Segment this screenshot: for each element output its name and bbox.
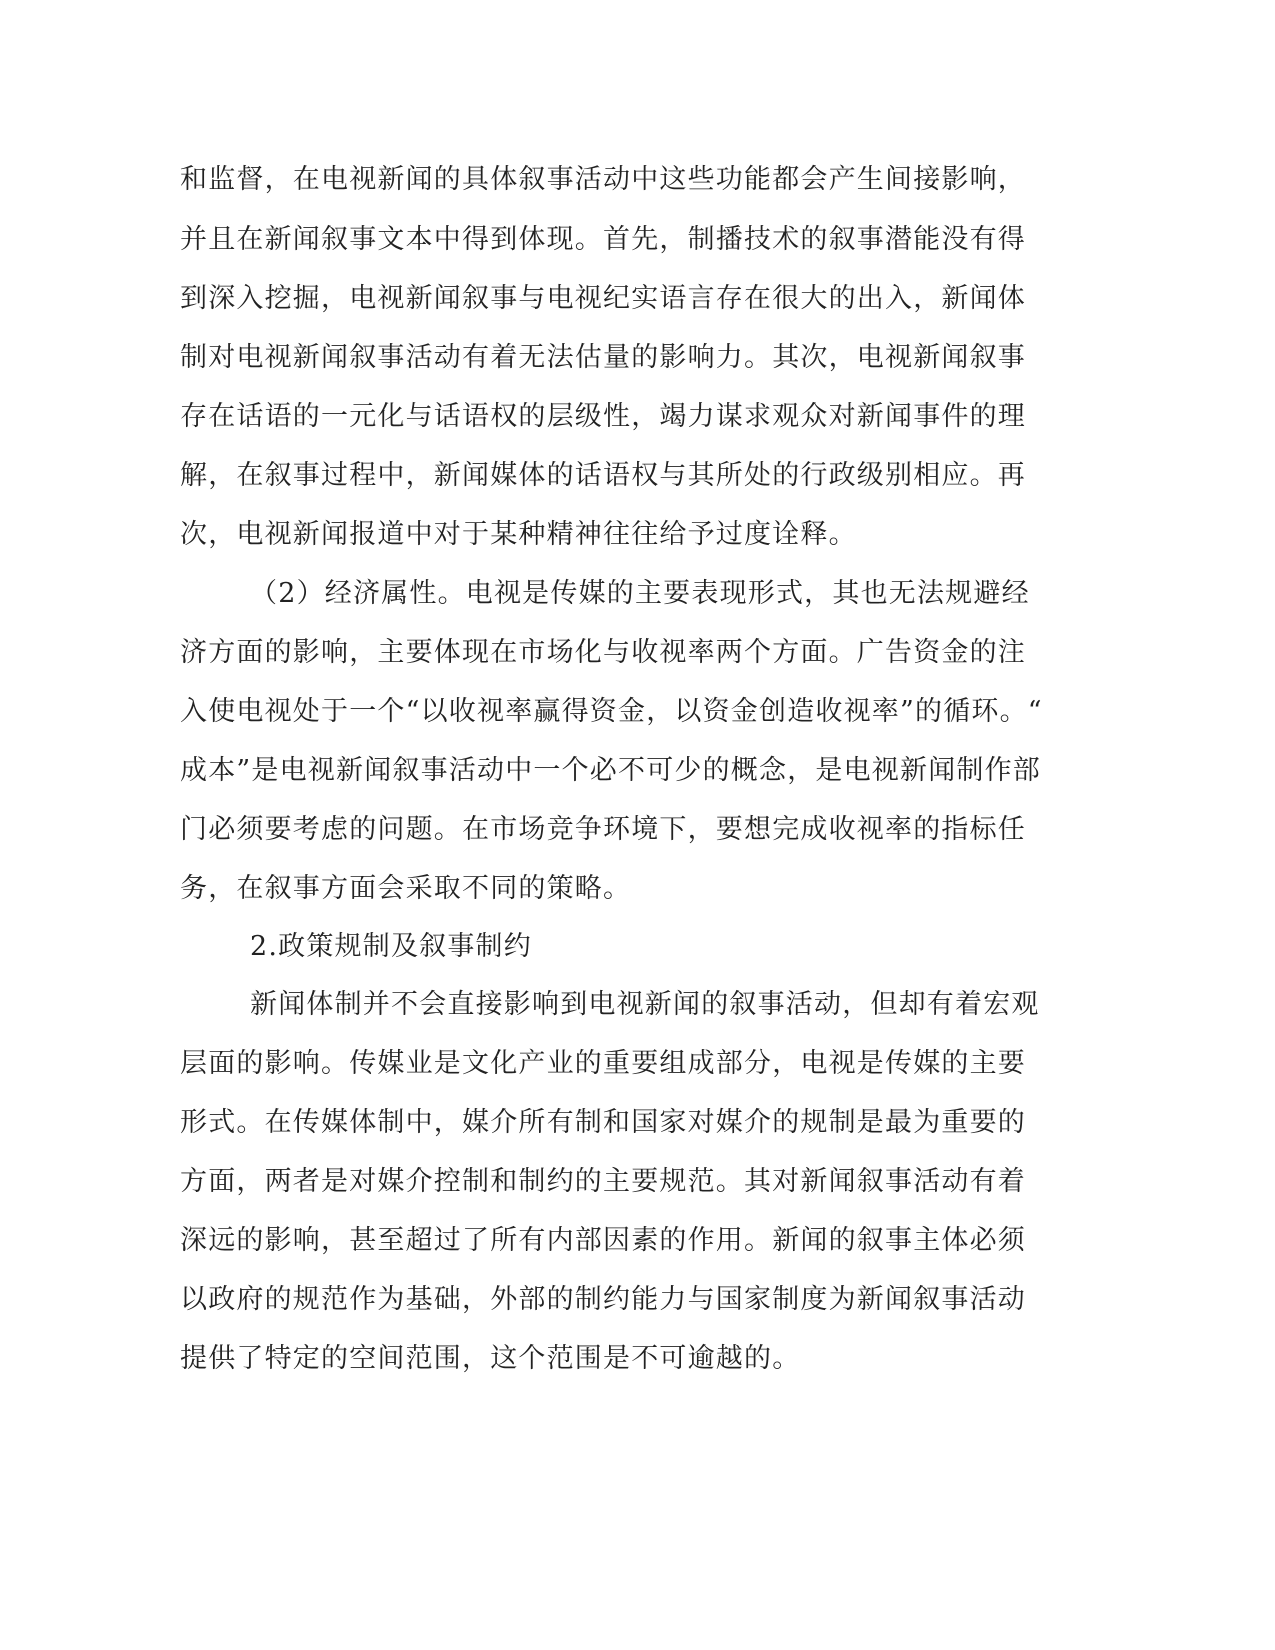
text-line: 解，在叙事过程中，新闻媒体的话语权与其所处的行政级别相应。再 bbox=[180, 460, 1026, 491]
text-line: 方面，两者是对媒介控制和制约的主要规范。其对新闻叙事活动有着 bbox=[180, 1166, 1026, 1197]
text-line: 门必须要考虑的问题。在市场竞争环境下，要想完成收视率的指标任 bbox=[180, 814, 1026, 845]
paragraph-start-line: （2）经济属性。电视是传媒的主要表现形式，其也无法规避经 bbox=[250, 578, 1030, 609]
text-line: 提供了特定的空间范围，这个范围是不可逾越的。 bbox=[180, 1343, 801, 1374]
text-line: 和监督，在电视新闻的具体叙事活动中这些功能都会产生间接影响， bbox=[180, 164, 1026, 195]
text-line: 入使电视处于一个“以收视率赢得资金，以资金创造收视率”的循环。“ bbox=[180, 696, 1043, 727]
text-line: 层面的影响。传媒业是文化产业的重要组成部分，电视是传媒的主要 bbox=[180, 1048, 1026, 1079]
text-line: 并且在新闻叙事文本中得到体现。首先，制播技术的叙事潜能没有得 bbox=[180, 224, 1026, 255]
text-line: 务，在叙事方面会采取不同的策略。 bbox=[180, 873, 632, 904]
text-line: 以政府的规范作为基础，外部的制约能力与国家制度为新闻叙事活动 bbox=[180, 1284, 1026, 1315]
section-heading: 2.政策规制及叙事制约 bbox=[250, 931, 532, 962]
paragraph-start-line: 新闻体制并不会直接影响到电视新闻的叙事活动，但却有着宏观 bbox=[250, 989, 1040, 1020]
text-line: 济方面的影响，主要体现在市场化与收视率两个方面。广告资金的注 bbox=[180, 637, 1026, 668]
text-line: 次，电视新闻报道中对于某种精神往往给予过度诠释。 bbox=[180, 519, 857, 550]
text-line: 形式。在传媒体制中，媒介所有制和国家对媒介的规制是最为重要的 bbox=[180, 1107, 1026, 1138]
text-line: 深远的影响，甚至超过了所有内部因素的作用。新闻的叙事主体必须 bbox=[180, 1225, 1026, 1256]
text-line: 成本”是电视新闻叙事活动中一个必不可少的概念，是电视新闻制作部 bbox=[180, 755, 1042, 786]
text-line: 存在话语的一元化与话语权的层级性，竭力谋求观众对新闻事件的理 bbox=[180, 401, 1026, 432]
text-line: 到深入挖掘，电视新闻叙事与电视纪实语言存在很大的出入，新闻体 bbox=[180, 283, 1026, 314]
text-line: 制对电视新闻叙事活动有着无法估量的影响力。其次，电视新闻叙事 bbox=[180, 342, 1026, 373]
